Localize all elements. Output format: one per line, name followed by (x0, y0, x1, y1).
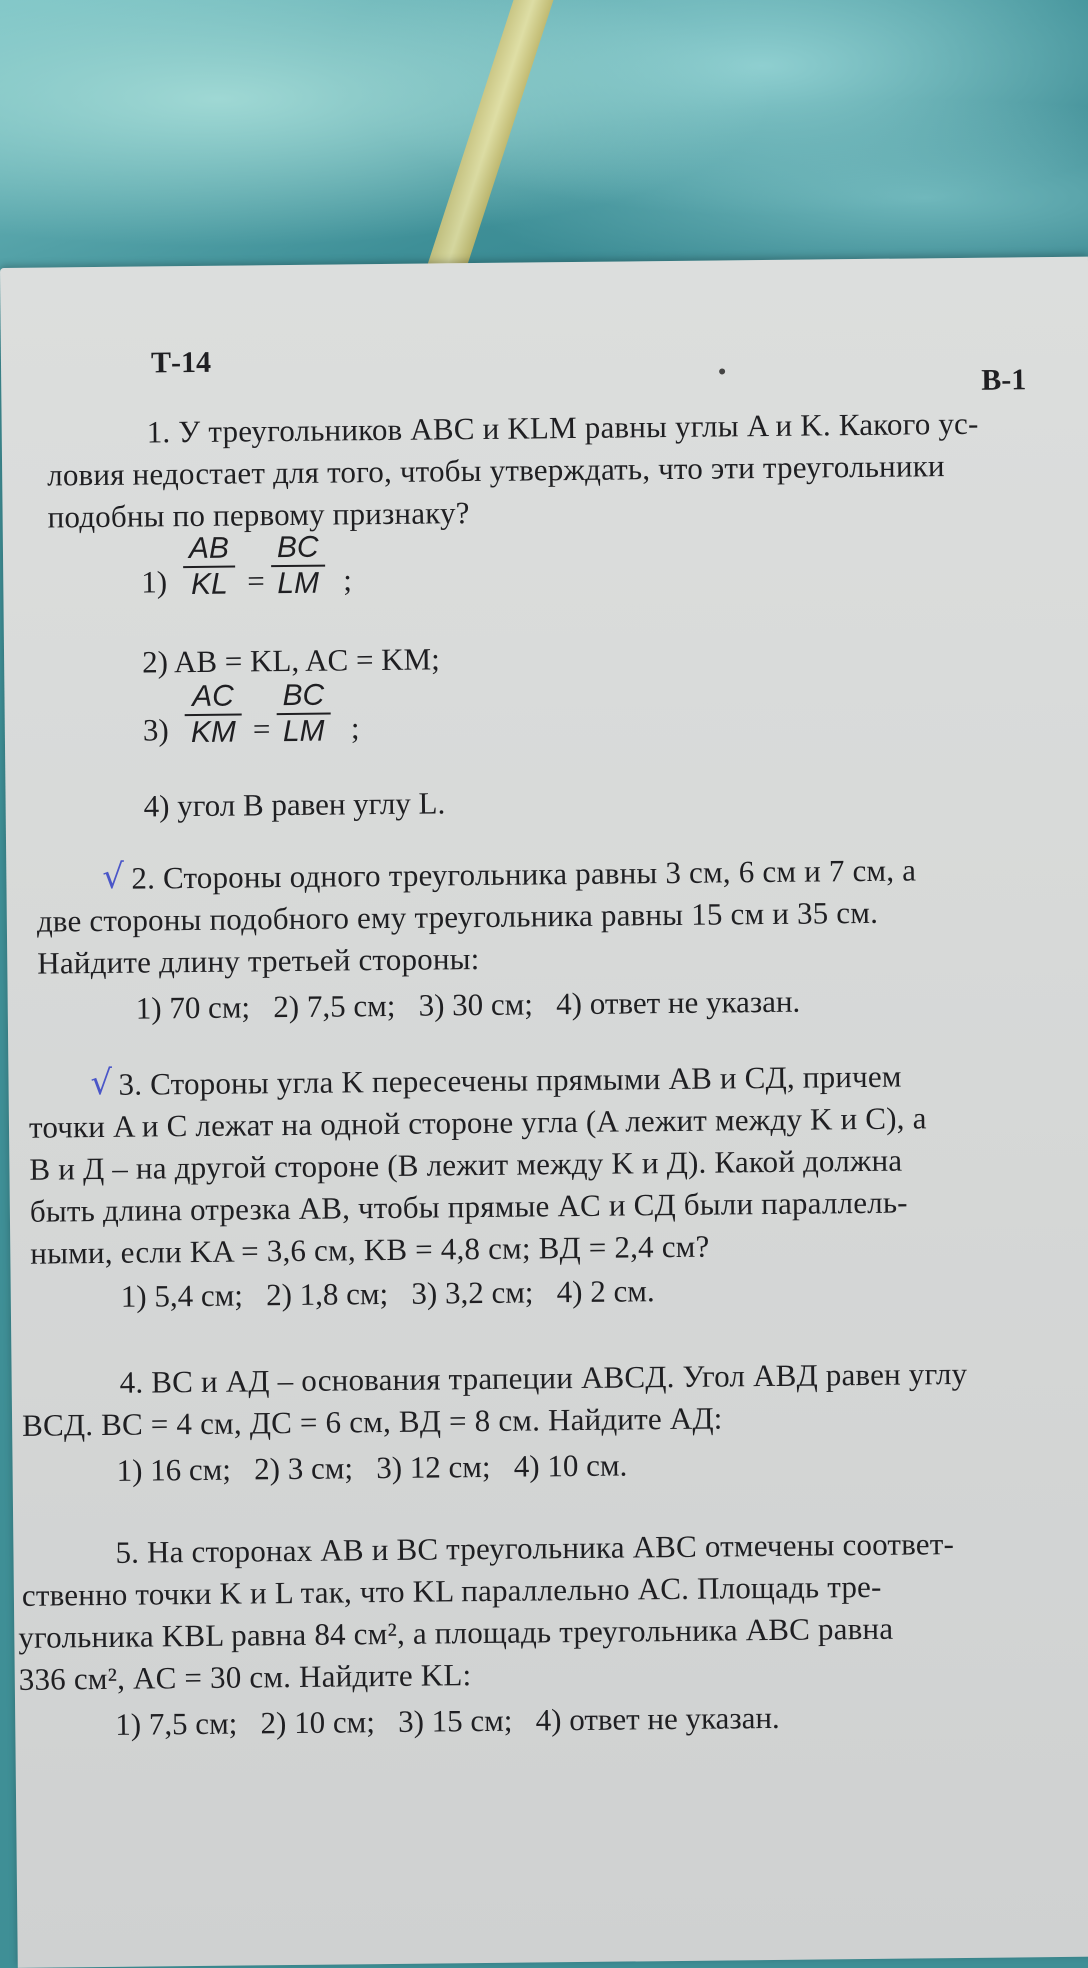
fraction-denominator: LM (282, 714, 325, 749)
fraction-numerator: AB (183, 532, 235, 569)
q1-opt2: 2) AB = KL, AC = KM; (141, 641, 440, 680)
fraction-denominator: LM (277, 566, 320, 601)
semicolon: ; (343, 562, 353, 598)
equals-sign: = (252, 711, 271, 747)
q1-opt1-prefix: 1) (141, 564, 168, 600)
q2-line2: две стороны подобного ему треугольника равны 15 см и 35 см. (36, 894, 879, 939)
variant-label: В-1 (981, 363, 1027, 397)
fraction-numerator: BC (276, 679, 330, 716)
q5-line3: угольника KBL равна 84 см², а площадь треугольника ABC равна (18, 1610, 894, 1655)
semicolon: ; (350, 710, 360, 746)
fraction-numerator: BC (271, 531, 325, 568)
fraction-numerator: AC (184, 679, 241, 716)
q5-line2: ственно точки K и L так, что KL параллельно AC. Площадь тре- (21, 1568, 882, 1613)
check-mark-icon: √ (90, 1062, 113, 1104)
q3-line4: быть длина отрезка AB, чтобы прямые AC и CД были параллель- (29, 1184, 908, 1229)
q3-line2: точки A и C лежат на одной стороне угла (A лежит между K и C), а (28, 1100, 927, 1145)
paper-dot (719, 368, 725, 374)
q1-opt3-fraction2 (276, 679, 330, 750)
q1-line1: 1. У треугольников ABC и KLM равны углы A и K. Какого ус- (146, 405, 979, 450)
check-mark-icon: √ (102, 856, 125, 897)
q4-line2: BCД. BC = 4 см, ДC = 6 см, BД = 8 см. Найдите AД: (21, 1400, 723, 1443)
q2-line1: 2. Стороны одного треугольника равны 3 см, 6 см и 7 см, а (131, 852, 917, 896)
q5-answers: 1) 7,5 см; 2) 10 см; 3) 15 см; 4) ответ не указан. (115, 1699, 780, 1742)
q3-answers: 1) 5,4 см; 2) 1,8 см; 3) 3,2 см; 4) 2 см. (120, 1273, 655, 1314)
q1-opt4: 4) угол B равен углу L. (143, 785, 446, 824)
equals-sign: = (247, 563, 265, 599)
q5-line4: 336 см², AC = 30 см. Найдите KL: (18, 1657, 472, 1697)
q1-line2: ловия недостает для того, чтобы утверждать, что эти треугольники (46, 448, 945, 493)
q3-line3: B и Д – на другой стороне (B лежит между K и Д). Какой должна (29, 1142, 903, 1187)
q1-opt1-fraction2 (271, 531, 325, 602)
q4-answers: 1) 16 см; 2) 3 см; 3) 12 см; 4) 10 см. (116, 1447, 628, 1488)
q1-opt3-fraction1 (184, 679, 242, 750)
fraction-denominator: KL (190, 567, 228, 602)
q2-answers: 1) 70 см; 2) 7,5 см; 3) 30 см; 4) ответ не указан. (135, 983, 801, 1026)
q1-line3: подобны по первому признаку? (47, 495, 470, 535)
q4-line1: 4. BC и AД – основания трапеции ABCД. Угол ABД равен углу (119, 1355, 968, 1400)
fraction-denominator: KM (190, 715, 237, 750)
q1-opt3-prefix: 3) (142, 712, 169, 748)
test-code: Т-14 (150, 345, 212, 380)
q3-line1: 3. Стороны угла K пересечены прямыми AB и CД, причем (118, 1058, 902, 1102)
q2-line3: Найдите длину третьей стороны: (37, 941, 480, 981)
worksheet-paper (0, 257, 1088, 1968)
q1-opt1-fraction1 (183, 532, 236, 603)
q3-line5: ными, если KA = 3,6 см, KB = 4,8 см; BД = 2,4 см? (30, 1228, 710, 1271)
q5-line1: 5. На сторонах AB и BC треугольника ABC отмечены соответ- (115, 1526, 955, 1570)
